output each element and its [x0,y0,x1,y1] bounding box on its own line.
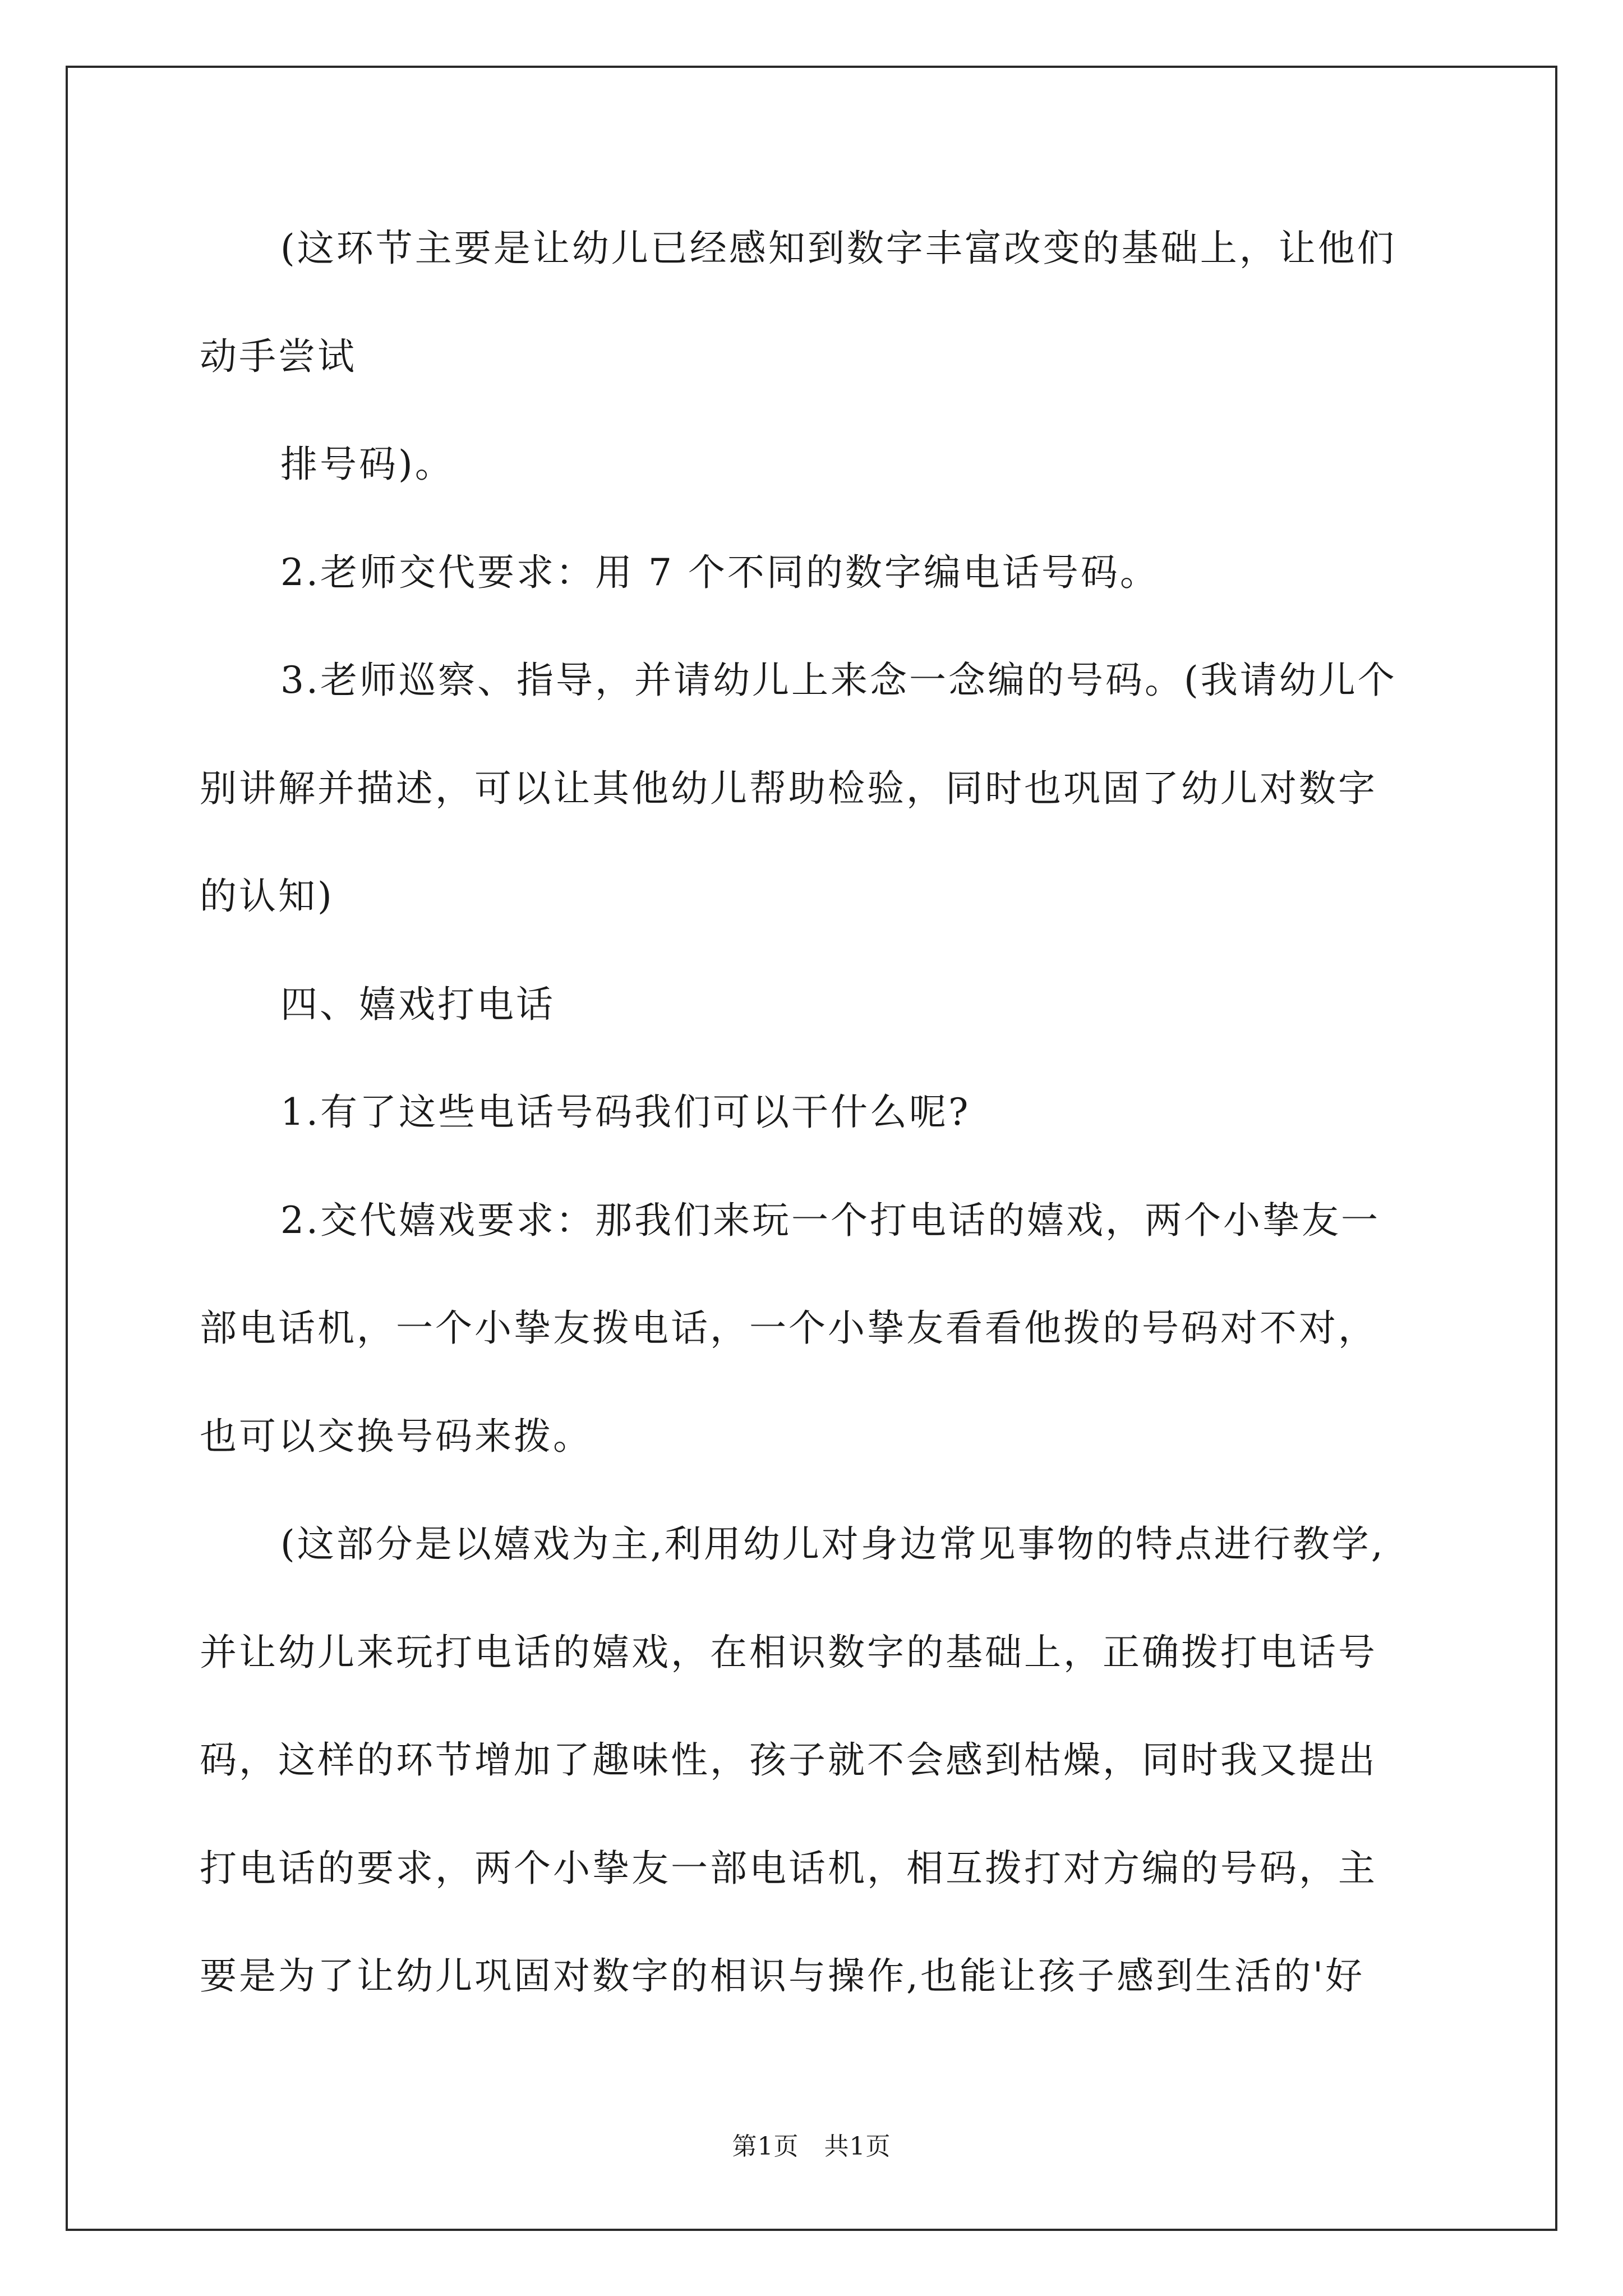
paragraph-line: 动手尝试 [200,335,357,378]
paragraph-line: 并让幼儿来玩打电话的嬉戏，在相识数字的基础上，正确拨打电话号 [200,1631,1377,1674]
paragraph-line: 2.老师交代要求：用 7 个不同的数字编电话号码。 [280,551,1159,594]
paragraph-line: (这环节主要是让幼儿已经感知到数字丰富改变的基础上，让他们 [280,227,1396,270]
paragraph-line: 别讲解并描述，可以让其他幼儿帮助检验，同时也巩固了幼儿对数字 [200,767,1377,810]
paragraph-line: 排号码)。 [280,443,454,486]
paragraph-line: 的认知) [200,875,334,918]
paragraph-line: 要是为了让幼儿巩固对数字的相识与操作,也能让孩子感到生活的'好 [200,1954,1365,1998]
paragraph-line: 码，这样的环节增加了趣味性，孩子就不会感到枯燥，同时我又提出 [200,1738,1377,1782]
paragraph-line: 3.老师巡察、指导，并请幼儿上来念一念编的号码。(我请幼儿个 [280,659,1397,702]
paragraph-line: 2.交代嬉戏要求：那我们来玩一个打电话的嬉戏，两个小挚友一 [280,1199,1380,1242]
paragraph-line: 也可以交换号码来拨。 [200,1415,592,1458]
paragraph-line: 部电话机，一个小挚友拨电话，一个小挚友看看他拨的号码对不对， [200,1306,1377,1350]
section-heading: 四、嬉戏打电话 [280,983,555,1026]
page-number-footer: 第1页 共1页 [732,2132,891,2161]
paragraph-line: 打电话的要求，两个小挚友一部电话机，相互拨打对方编的号码，主 [200,1847,1377,1890]
page-border [66,66,1557,2231]
paragraph-line: 1.有了这些电话号码我们可以干什么呢? [280,1091,971,1134]
paragraph-line: (这部分是以嬉戏为主,利用幼儿对身边常见事物的特点进行教学, [280,1522,1385,1566]
